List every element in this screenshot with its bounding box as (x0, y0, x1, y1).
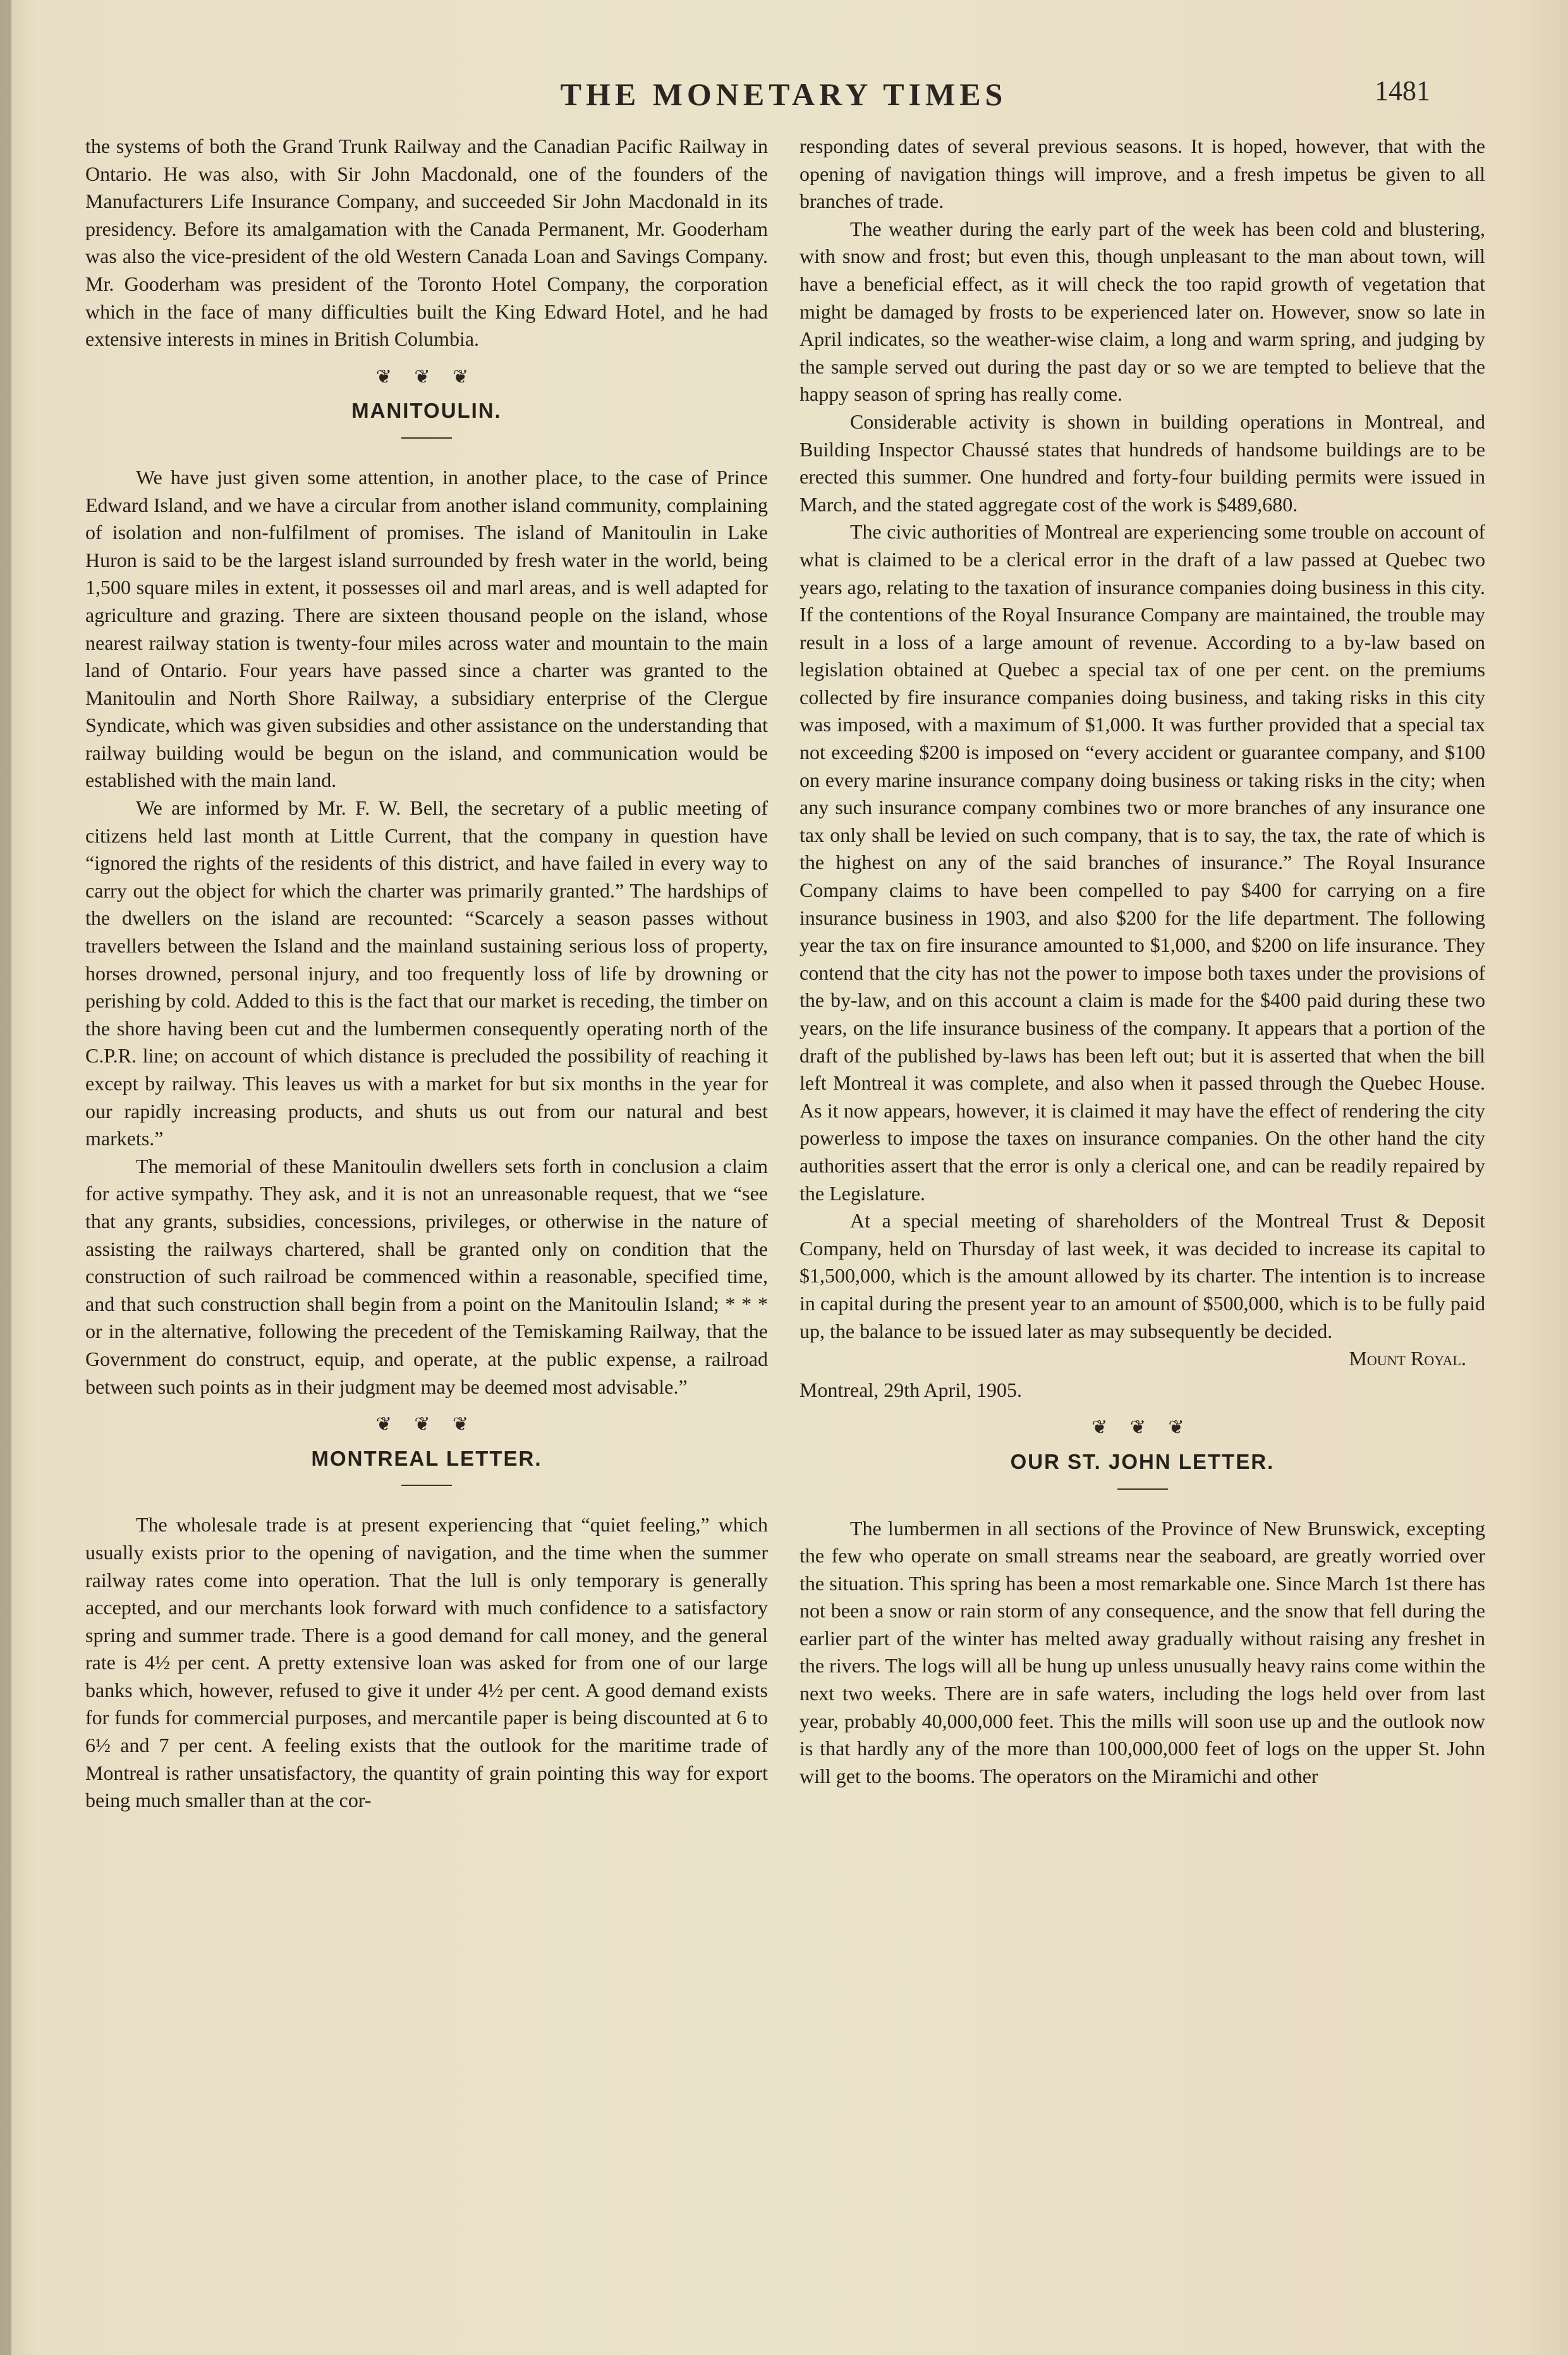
continued-paragraph: responding dates of several previous seasons. It is hoped, however, that with the opening of navigation things will improve, and a fresh impetus be given to all branches of trade. (799, 135, 1485, 213)
building-paragraph: Considerable activity is shown in building operations in Montreal, and Building Inspector Chaussé states that hundreds of handsome buildings are to be erected this summer. One hundred and forty-four building permits were issued in March, and the stated aggregate cost of the work is $489,680. (799, 410, 1485, 516)
st-john-letter-paragraph: The lumbermen in all sections of the Province of New Brunswick, excepting the few who operate on small streams near the seaboard, are greatly worried over the situation. This spring has been a most remarkable one. Since March 1st there has not been a snow or rain storm of any consequence, and the snow that fell during the earlier part of the winter has melted away gradually without raising any freshet in the rivers. The logs will all be hung up unless unusually heavy rains come within the next two weeks. There are in safe waters, including the logs held over from last year, probably 40,000,000 feet. This the mills will soon use up and the outlook now is that hardly any of the more than 100,000,000 feet of logs on the upper St. John will get to the booms. The operators on the Miramichi and other (799, 1516, 1485, 1787)
section-rule (401, 437, 452, 439)
page-binding-edge (0, 0, 11, 2355)
signature: Mount Royal. (1349, 1347, 1466, 1370)
section-ornament: ❦ ❦ ❦ (1091, 1417, 1193, 1439)
trust-company-paragraph: At a special meeting of shareholders of the Montreal Trust & Deposit Company, held on Thursday of last week, it was decided to increase its capital to $1,500,000, which is the amount allowed by its charter. The intention is to increase in capital during the present year to an amount of $500,000, which is to be fully paid up, the balance to be issued later as may subsequently be decided. (799, 1209, 1485, 1342)
weather-paragraph: The weather during the early part of the week has been cold and blustering, with snow and frost; but even this, though unpleasant to the man about town, will have a beneficial effect, as it will check the too rapid growth of vegetation that might be damaged by frosts to be experienced later on. However, snow so late in April indicates, so the weather-wise claim, a long and warm spring, and judging by the sample served out during the past day or so we are tempted to believe that the happy season of spring has really come. (799, 217, 1485, 406)
montreal-letter-heading: MONTREAL LETTER. (311, 1446, 542, 1470)
section-rule (1117, 1488, 1168, 1490)
left-column (85, 133, 768, 1815)
section-ornament: ❦ ❦ ❦ (375, 1414, 478, 1435)
montreal-letter-paragraph: The wholesale trade is at present experiencing that “quiet feeling,” which usually exists prior to the opening of navigation, and the time when the summer railway rates come into operation. That the lull is only temporary is generally accepted, and our merchants look forward with much confidence to a satisfactory spring and summer trade. There is a good demand for call money, and the general rate is 4½ per cent. A pretty extensive loan was asked for from one of our large banks which, however, refused to give it under 4½ per cent. A good demand exists for funds for commercial purposes, and mercantile paper is being discounted at 6 to 6½ and 7 per cent. A feeling exists that the outlook for the maritime trade of Montreal is rather unsatisfactory, the quantity of grain pointing this way for export being much smaller than at the cor- (85, 1513, 768, 1812)
manitoulin-paragraph-2: We are informed by Mr. F. W. Bell, the secretary of a public meeting of citizens held last month at Little Current, that the company in question have “ignored the rights of the residents of this district, and have failed in every way to carry out the object for which the charter was primarily granted.” The hardships of the dwellers on the island are recounted: “Scarcely a season passes without travellers between the Island and the mainland sustaining serious loss of property, horses drowned, personal injury, and too frequently loss of life by drowning or perishing by cold. Added to this is the fact that our market is receding, the timber on the shore having been cut and the lumbermen consequently operating north of the C.P.R. line; on account of which distance is precluded the possibility of reaching it except by railway. This leaves us with a market for but six months in the year for our rapidly increasing products, and shuts us out from our natural and best markets.” (85, 796, 768, 1150)
manitoulin-heading: MANITOULIN. (351, 399, 502, 423)
manitoulin-paragraph-1: We have just given some attention, in another place, to the case of Prince Edward Island, and we have a circular from another island community, complaining of isolation and non-fulfilment of promises. The island of Manitoulin in Lake Huron is said to be the largest island surrounded by fresh water in the world, being 1,500 square miles in extent, it possesses oil and marl areas, and is well adapted for agriculture and grazing. There are sixteen thousand people on the island, whose nearest railway station is twenty-four miles across water and mountain to the main land of Ontario. Four years have passed since a charter was granted to the Manitoulin and North Shore Railway, a subsidiary enterprise of the Clergue Syndicate, which was given subsidies and other assistance on the understanding that railway building would be begun on the island, and communication would be established with the main land. (85, 465, 768, 792)
right-column (799, 133, 1485, 1790)
st-john-letter-heading: OUR ST. JOHN LETTER. (1010, 1449, 1275, 1473)
masthead: THE MONETARY TIMES (560, 76, 1007, 112)
section-ornament: ❦ ❦ ❦ (375, 366, 478, 387)
intro-paragraph: the systems of both the Grand Trunk Railway and the Canadian Pacific Railway in Ontario. He was also, with Sir John Macdonald, one of the founders of the Manufacturers Life Insurance Company, and succeeded Sir John Macdonald in its presidency. Before its amalgamation with the Canada Permanent, Mr. Gooderham was also the vice-president of the old Western Canada Loan and Savings Company. Mr. Gooderham was president of the Toronto Hotel Company, the corporation which in the face of many difficulties built the King Edward Hotel, and he had extensive interests in mines in British Columbia. (85, 135, 768, 351)
dateline: Montreal, 29th April, 1905. (799, 1378, 1022, 1401)
section-rule (401, 1485, 452, 1486)
insurance-tax-paragraph: The civic authorities of Montreal are experiencing some trouble on account of what is claimed to be a clerical error in the draft of a law passed at Quebec two years ago, relating to the taxation of insurance companies doing business in this city. If the contentions of the Royal Insurance Company are maintained, the trouble may result in a loss of a large amount of revenue. According to a by-law based on legislation obtained at Quebec a special tax of one per cent. on the premiums collected by fire insurance companies doing business, and taking risks in this city was imposed, with a maximum of $1,000. It was further provided that a special tax not exceeding $200 is imposed on “every accident or guarantee company, and $100 on every marine insurance company doing business or taking risks in the city; when any such insurance company combines two or more branches of any insurance one tax only shall be levied on such company, that is to say, the tax, the rate of which is the highest on any of the said branches of insurance.” The Royal Insurance Company claims to have been compelled to pay $400 for carrying on a fire insurance business in 1903, and also $200 for the life department. The following year the tax on fire insurance amounted to $1,000, and $200 on life insurance. They contend that the city has not the power to impose both taxes under the provisions of the by-law, and on this account a claim is made for the $400 paid during these two years, on the life insurance business of the company. It appears that a portion of the draft of the published by-laws has been left out; but it is asserted that when the bill left Montreal it was complete, and also when it passed through the Quebec House. As it now appears, however, it is claimed it may have the effect of rendering the city powerless to impose the taxes on insurance companies. On the other hand the city authorities assert that the error is only a clerical one, and can be readily repaired by the Legislature. (799, 520, 1485, 1205)
page-number: 1481 (1375, 75, 1430, 106)
manitoulin-paragraph-3: The memorial of these Manitoulin dwellers sets forth in conclusion a claim for active sympathy. They ask, and it is not an unreasonable request, that we “see that any grants, subsidies, concessions, privileges, or otherwise in the nature of assisting the railways chartered, shall be granted only on condition that the construction of such railroad be commenced within a reasonable, specified time, and that such construction shall begin from a point on the Manitoulin Island; * * * or in the alternative, following the precedent of the Temiskaming Railway, that the Government do construct, equip, and operate, at the public expense, a railroad between such points as in their judgment may be deemed most advisable.” (85, 1154, 768, 1398)
